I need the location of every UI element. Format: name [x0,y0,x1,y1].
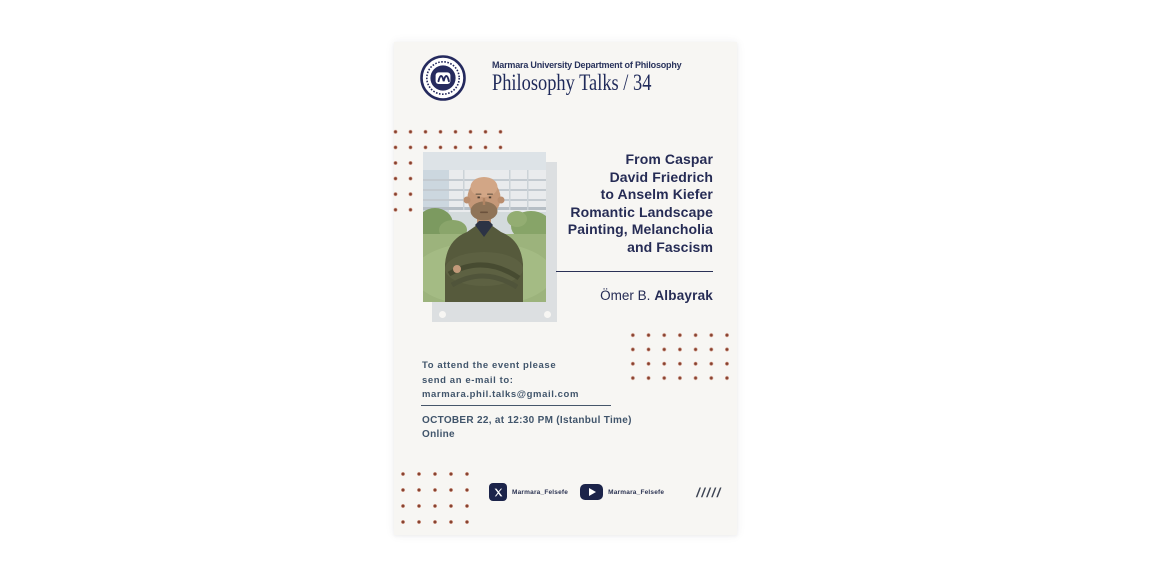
frame-punch-hole [439,311,446,318]
header-text [492,55,691,94]
marmara-university-logo-icon [420,55,466,101]
talk-title-line: to Anselm Kiefer [600,186,713,203]
frame-punch-hole [544,311,551,318]
talk-title-line: From Caspar [625,151,713,167]
attend-line-1: To attend the event please [422,360,557,371]
social-row [489,483,722,501]
talk-title-line: Romantic Landscape [570,203,713,220]
department-line: Marmara University Department of Philosophy [492,60,682,70]
twitter-chip [489,483,568,501]
dot-grid-bottom-left [395,466,475,530]
talk-title-line: David Friedrich [609,168,713,185]
title-divider-line [556,271,713,272]
x-twitter-icon [489,483,507,501]
dot-grid-middle-right [625,328,735,386]
poster-header [420,55,691,101]
event-schedule [422,414,632,442]
schedule-divider-line [421,405,611,406]
event-mode: Online [422,429,455,440]
youtube-play-icon [580,484,603,500]
slashes-ornament: ///// [696,484,722,500]
attend-line-2: send an e-mail to: [422,374,514,386]
talk-title-line: and Fascism [627,238,713,255]
talk-title [501,151,713,257]
youtube-chip [580,484,664,500]
attend-instructions [422,359,579,403]
talk-title-line: Painting, Melancholia [567,221,713,238]
speaker-last-name: Albayrak [654,288,713,303]
series-title: Philosophy Talks / 34 [492,70,652,95]
event-datetime: OCTOBER 22, at 12:30 PM (Istanbul Time) [422,415,632,426]
speaker-first-name: Ömer B. [600,288,651,303]
event-poster [394,42,737,535]
speaker-name [556,288,713,303]
contact-email: marmara.phil.talks@gmail.com [422,389,580,401]
youtube-handle: Marmara_Felsefe [608,488,665,496]
twitter-handle: Marmara_Felsefe [512,488,569,496]
